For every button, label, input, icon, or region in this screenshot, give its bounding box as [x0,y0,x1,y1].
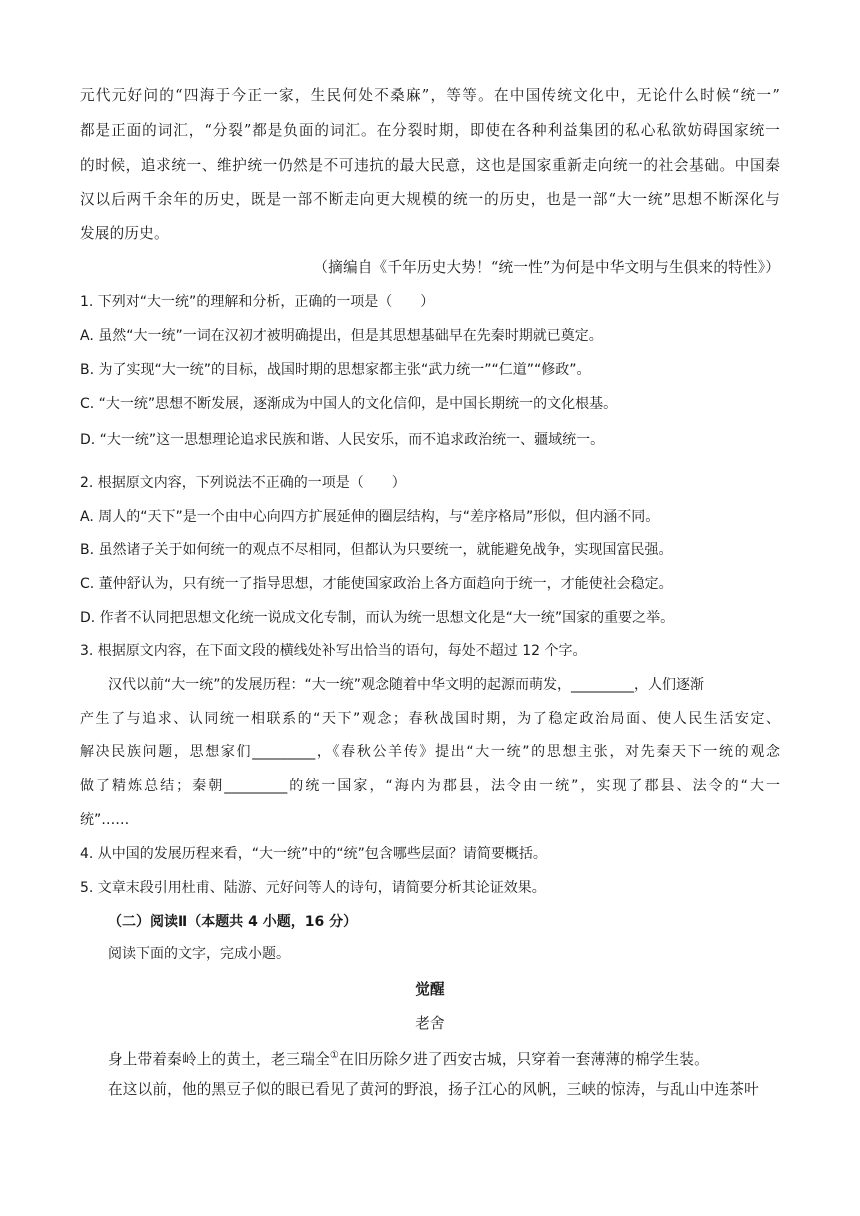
question-1-stem: 1. 下列对“大一统”的理解和分析，正确的一项是（ ） [80,294,435,310]
question-5: 5. 文章末段引用杜甫、陆游、元好问等人的诗句，请简要分析其论证效果。 [80,880,546,896]
passage-line: 的时候，追求统一、维护统一仍然是不可违抗的最大民意，这也是国家重新走向统一的社会基础。中国秦 [80,157,780,174]
story-text: 身上带着秦岭上的黄土，老三瑞全 [108,1050,330,1068]
passage-line: 发展的历史。 [80,225,169,242]
passage-source: （摘编自《千年历史大势！“统一性”为何是中华文明与生俱来的特性》） [313,259,780,276]
question-3-text-line: 汉代以前“大一统”的发展历程：“大一统”观念随着中华文明的起源而萌发，_________，人们逐渐 [108,677,705,693]
question-3-text-line: 统”…… [80,812,130,828]
passage-line: 汉以后两千余年的历史，既是一部不断走向更大规模的统一的历史，也是一部“大一统”思想不断深化与 [80,191,780,208]
question-2-option-c: C. 董仲舒认为，只有统一了指导思想，才能使国家政治上各方面趋向于统一，才能使社会稳定。 [80,576,673,592]
question-1-option-a: A. 虽然“大一统”一词在汉初才被明确提出，但是其思想基础早在先秦时期就已奠定。 [80,328,603,344]
story-paragraph-1 [108,1046,780,1070]
section-instruction: 阅读下面的文字，完成小题。 [108,946,290,962]
footnote-marker: ① [329,1050,340,1061]
story-title: 觉醒 [415,981,445,998]
story-text: 在旧历除夕进了西安古城，只穿着一套薄薄的棉学生装。 [339,1050,709,1068]
question-2-option-d: D. 作者不认同把思想文化统一说成文化专制，而认为统一思想文化是“大一统”国家的重要之举。 [80,610,675,626]
question-1-option-d: D. “大一统”这一思想理论追求民族和谐、人民安乐，而不追求政治统一、疆域统一。 [80,432,605,448]
question-3-stem: 3. 根据原文内容，在下面文段的横线处补写出恰当的语句，每处不超过 12 个字。 [80,643,587,659]
question-2-option-b: B. 虽然诸子关于如何统一的观点不尽相同，但都认为只要统一，就能避免战争，实现国富民强。 [80,542,673,558]
question-4: 4. 从中国的发展历程来看，“大一统”中的“统”包含哪些层面？请简要概括。 [80,846,547,862]
question-2-stem: 2. 根据原文内容，下列说法不正确的一项是（ ） [80,475,406,491]
story-author: 老舍 [415,1015,445,1032]
question-3-text-line: 解决民族问题，思想家们_________，《春秋公羊传》提出“大一统”的思想主张，对先秦天下一统的观念 [80,744,780,760]
question-2-option-a: A. 周人的“天下”是一个由中心向四方扩展延伸的圈层结构，与“差序格局”形似，但内涵不同。 [80,509,660,525]
question-1-option-b: B. 为了实现“大一统”的目标，战国时期的思想家都主张“武力统一”“仁道”“修政”。 [80,362,591,378]
question-3-text-line: 做了精炼总结；秦朝_________的统一国家，“海内为郡县，法令由一统”，实现了郡县、法令的“大一 [80,778,780,794]
section-heading: （二）阅读Ⅱ（本题共 4 小题，16 分） [108,914,358,930]
question-3-text-line: 产生了与追求、认同统一相联系的“天下”观念；春秋战国时期，为了稳定政治局面、使人民生活安定、 [80,711,780,727]
passage-line: 都是正面的词汇，“分裂”都是负面的词汇。在分裂时期，即使在各种利益集团的私心私欲妨碍国家统一 [80,122,780,139]
question-1-option-c: C. “大一统”思想不断发展，逐渐成为中国人的文化信仰，是中国长期统一的文化根基。 [80,396,618,412]
story-paragraph-2: 在这以前，他的黑豆子似的眼已看见了黄河的野浪，扬子江心的风帆，三峡的惊涛，与乱山中连茶叶 [108,1081,759,1098]
passage-line: 元代元好问的“四海于今正一家，生民何处不桑麻”，等等。在中国传统文化中，无论什么时候“统一” [80,87,780,104]
